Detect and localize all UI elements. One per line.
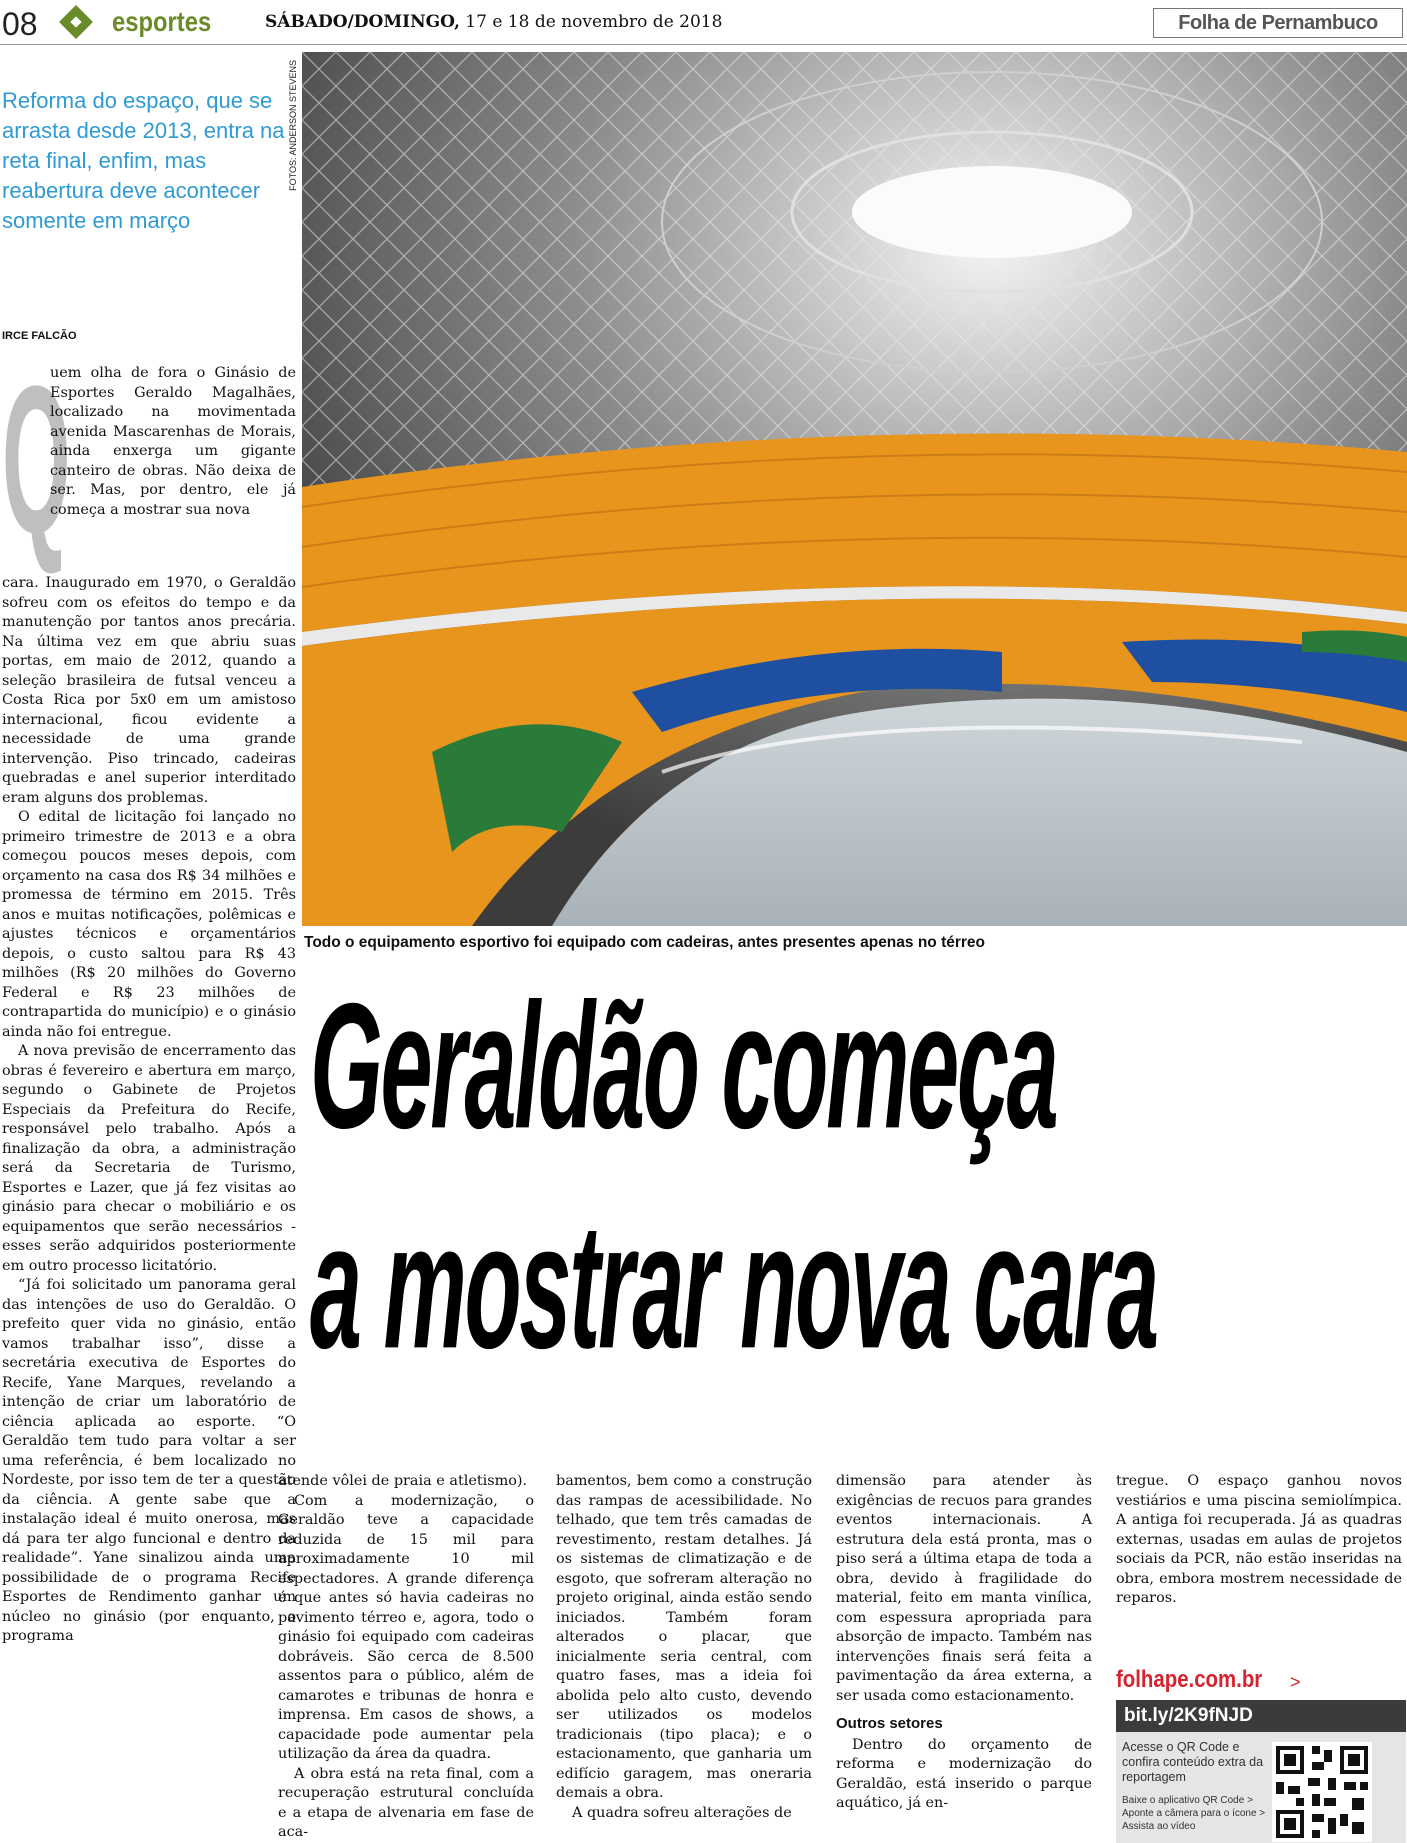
qr-code-icon[interactable] — [1272, 1742, 1372, 1842]
section-name: esportes — [112, 6, 212, 37]
paragraph: Com a modernização, o Geraldão teve a capacidade reduzida de 15 mil para aproximadamente 10 mil espectadores. A grande diferença é que antes só havia cadeiras no pavimento térreo e, agora, todo o ginásio foi equipado com cadeiras dobráveis. São cerca de 8.500 assentos para o público, além de camarotes e tribunas de honra e imprensa. Em casos de shows, a capacidade pode aumentar pela utilização da área da quadra. — [278, 1492, 534, 1762]
website-arrow-icon: > — [1290, 1672, 1301, 1692]
paragraph: A quadra sofreu alterações de — [572, 1804, 792, 1821]
date-rest: 17 e 18 de novembro de 2018 — [459, 12, 723, 32]
page-number: 08 — [2, 6, 38, 42]
website-link[interactable]: folhape.com.br — [1116, 1666, 1263, 1693]
paragraph: dimensão para atender às exigências de recuos para grandes eventos internacionais. A estrutura dela está pronta, mas o piso será a última etapa de toda a obra, devido à fragilidade do material, feito em manta vinílica, com espessura apropriada para absorção de impacto. Também nas intervenções finais será feita a pavimentação da área externa, a ser usada como estacionamento. — [836, 1473, 1092, 1704]
column-5 — [1116, 1472, 1402, 1609]
photo-caption: Todo o equipamento esportivo foi equipado com cadeiras, antes presentes apenas no térreo — [304, 934, 986, 951]
column-4 — [836, 1472, 1092, 1814]
date-day: SÁBADO/DOMINGO, — [265, 12, 460, 32]
drop-cap-letter: Q — [2, 342, 71, 578]
paragraph: bamentos, bem como a construção das rampas de acessibilidade. No telhado, que tem três camadas de revestimento, restam detalhes. Já os sistemas de climatização e de esgoto, que sofreram alteração no projeto original, ainda estão sendo iniciados. Também foram alterados o placar, que inicialmente seria central, com quatro fases, mas a ideia foi abolida pelo alto custo, devendo ser utilizados os modelos tradicionais (tipo placa); e o estacionamento, que ganharia um edifício garagem, mas oneraria demais a obra. — [556, 1473, 812, 1801]
column-2 — [278, 1472, 534, 1843]
column-1 — [2, 574, 296, 1647]
drop-cap — [2, 342, 71, 578]
column-1-intro — [50, 364, 296, 520]
paragraph: O edital de licitação foi lançado no primeiro trimestre de 2013 e a obra começou poucos meses depois, com orçamento na casa dos R$ 34 milhões e promessa de término em 2015. Três anos e muitas notificações, polêmicas e ajustes técnicos e orçamentários depois, o custo saltou para R$ 43 milhões (R$ 20 milhões do Governo Federal e R$ 23 milhões de contrapartida do município) e o ginásio ainda não foi entregue. — [2, 809, 296, 1040]
short-url[interactable]: bit.ly/2K9fNJD — [1116, 1700, 1406, 1732]
paragraph: A nova previsão de encerramento das obras é fevereiro e abertura em março, segundo o Gabinete de Projetos Especiais da Prefeitura do Recife, responsável pelo trabalho. Após a finalização da obra, a administração será da Secretaria de Turismo, Esportes e Lazer, que já fez visitas ao ginásio para checar o mobiliário e os equipamentos que serão necessários - esses serão adquiridos posteriormente em outro processo licitatório. — [2, 1043, 296, 1274]
paragraph: tregue. O espaço ganhou novos vestiários e uma piscina semiolímpica. A antiga foi recuperada. Já as quadras externas, usadas em aulas de projetos sociais da PCR, não estão inseridas na obra, embora mostrem necessidade de reparos. — [1116, 1473, 1402, 1606]
arena-photo — [302, 52, 1407, 926]
dateline — [265, 12, 722, 32]
paragraph-intro: uem olha de fora o Ginásio de Esportes Geraldo Magalhães, localizado na movimentada avenida Mascarenhas de Morais, ainda enxerga um gigante canteiro de obras. Não deixa de ser. Mas, por dentro, ele já começa a mostrar sua nova — [50, 365, 296, 518]
qr-app-hint: Baixe o aplicativo QR Code > Aponte a câmera para o ícone > Assista ao vídeo — [1122, 1795, 1266, 1832]
qr-instructions: Acesse o QR Code e confira conteúdo extra da reportagem — [1122, 1740, 1264, 1784]
paragraph: atende vôlei de praia e atletismo). — [278, 1473, 528, 1489]
paragraph: A obra está na reta final, com a recuperação estrutural concluída e a etapa de alvenaria em fase de aca- — [278, 1765, 534, 1840]
subheading: Outros setores — [836, 1715, 943, 1732]
headline-line-2: a mostrar nova cara — [310, 1186, 1157, 1387]
headline-line-1: Geraldão começa — [310, 966, 1057, 1167]
newspaper-name: Folha de Pernambuco — [1153, 8, 1403, 38]
header-rule — [0, 44, 1407, 45]
byline: IRCE FALCÃO — [2, 330, 77, 342]
paragraph: “Já foi solicitado um panorama geral das intenções de uso do Geraldão. O prefeito quer vida no ginásio, então vamos trabalhar isso”, disse a secretária executiva de Esportes do Recife, Yane Marques, revelando a intenção de criar um laboratório de ciência aplicada ao esporte. “O Geraldão tem tudo para voltar a ser uma referência, é bem localizado no Nordeste, por isso tem de ter a questão da ciência. A gente sabe que a instalação ideal é muito onerosa, mas dá para ter algo funcional e dentro da realidade”. Yane sinalizou ainda uma possibilidade de o programa Recife Esportes de Rendimento ganhar um núcleo no ginásio (por enquanto, o programa — [2, 1277, 296, 1644]
paragraph: cara. Inaugurado em 1970, o Geraldão sofreu com os efeitos do tempo e da manutenção por tantos anos precária. Na última vez em que abriu suas portas, em maio de 2012, quando a seleção brasileira de futsal venceu a Costa Rica por 5x0 em um amistoso internacional, ficou evidente a necessidade de uma grande intervenção. Piso trincado, cadeiras quebradas e anel superior interditado eram alguns dos problemas. — [2, 575, 296, 806]
article-deck: Reforma do espaço, que se arrasta desde 2013, entra na reta final, enfim, mas reabertura deve acontecer somente em março — [2, 88, 285, 233]
skylight — [852, 166, 1132, 258]
photo-credit: FOTOS: ANDERSON STEVENS — [288, 60, 298, 191]
paragraph: Dentro do orçamento de reforma e modernização do Geraldão, está inserido o parque aquático, já en- — [836, 1736, 1092, 1811]
column-3 — [556, 1472, 812, 1823]
